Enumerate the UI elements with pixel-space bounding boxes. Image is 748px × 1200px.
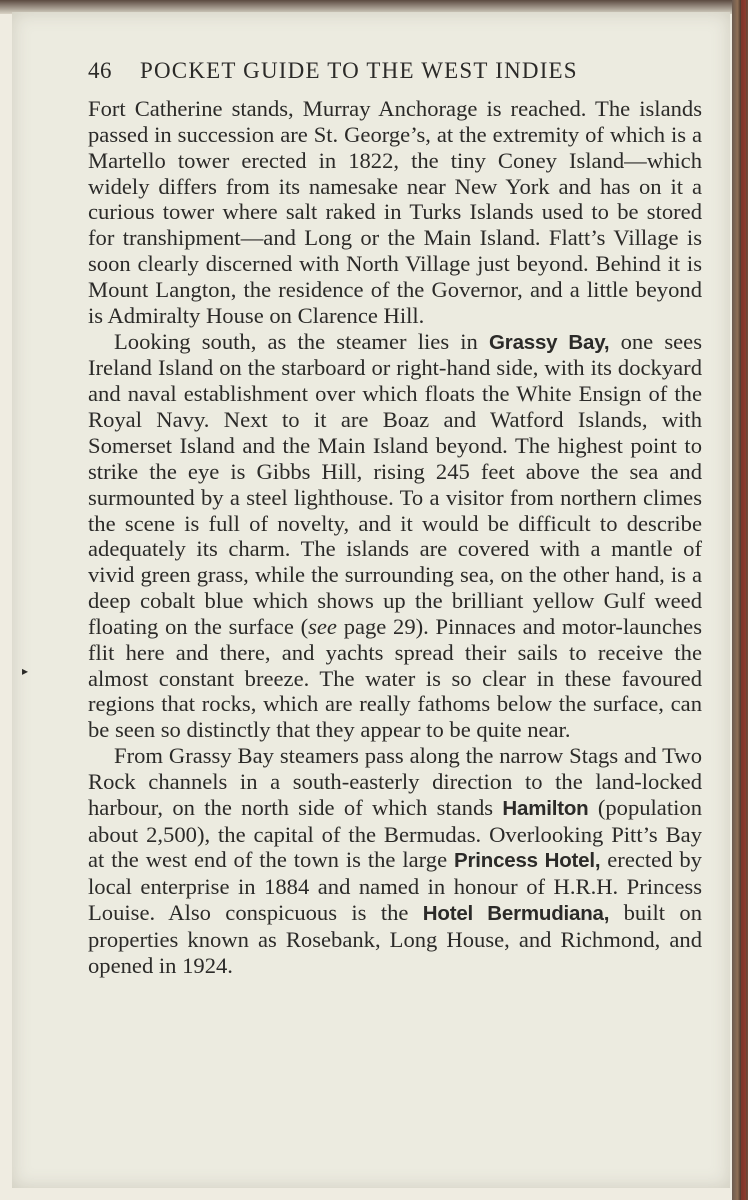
bold-term: Hotel Bermudiana,	[422, 902, 610, 926]
text-segment: one sees Ireland Island on the starboard or right-hand side, with its dockyard and naval establishment over which floats the White Ensign of the Royal Navy. Next to it are Boaz and Watford Islands, with Somerset Island and the Main Island beyond. The highest point to strike the eye is Gibbs Hill, rising 245 feet above the sea and surmounted by a steel lighthouse. To a visitor from northern climes the scene is full of novelty, and it would be difficult to describe adequately its charm. The islands are covered with a mantle of vivid green grass, while the surrounding sea, on the other hand, is a deep cobalt blue which shows up the brilliant yellow Gulf weed floating on the surface (	[88, 328, 703, 639]
bold-term: Grassy Bay,	[489, 330, 610, 354]
text-segment: Fort Catherine stands, Murray Anchorage is reached. The islands passed in succession are St. George’s, at the extremity of which is a Martello tower erected in 1822, the tiny Coney Island—which widely differs from its namesake near New York and has on it a curious tower where salt raked in Turks Islands used to be stored for transhipment—and Long or the Main Island. Flatt’s Village is soon clearly discerned with North Village just beyond. Behind it is Mount Langton, the residence of the Governor, and a little beyond is Admiralty House on Clarence Hill.	[88, 96, 702, 328]
paragraph-3	[88, 743, 702, 979]
body-text	[88, 96, 702, 979]
bold-term: Princess Hotel,	[454, 849, 601, 873]
text-segment: erected by local enterprise in 1884 and named in honour of H.R.H. Princess Louise. Also conspicuous is the	[88, 847, 702, 926]
paragraph-2	[88, 329, 702, 744]
margin-mark: ▸	[22, 664, 29, 678]
italic-text: see	[308, 613, 337, 639]
text-segment: built on properties known as Rosebank, Long House, and Richmond, and opened in 1924.	[88, 900, 702, 978]
bold-term: Hamilton	[502, 796, 589, 820]
page-header	[88, 58, 654, 88]
book-binding-edge	[732, 0, 748, 1200]
text-segment: From Grassy Bay steamers pass along the narrow Stags and Two Rock channels in a south-easterly direction to the land-locked harbour, on the north side of which stands	[88, 743, 702, 820]
paragraph-1	[88, 96, 702, 329]
text-segment: page 29). Pinnaces and motor-launches flit here and there, and yachts spread their sails to receive the almost constant breeze. The water is so clear in these favoured regions that rocks, which are really fathoms below the surface, can be seen so distinctly that they appear to be quite near.	[88, 613, 703, 743]
book-page	[12, 12, 730, 1188]
page-number: 46	[88, 58, 112, 83]
text-segment: Looking south, as the steamer lies in	[114, 328, 490, 354]
text-segment: (population about 2,500), the capital of the Bermudas. Overlooking Pitt’s Bay at the west end of the town is the large	[88, 794, 702, 873]
running-title: POCKET GUIDE TO THE WEST INDIES	[140, 58, 578, 83]
